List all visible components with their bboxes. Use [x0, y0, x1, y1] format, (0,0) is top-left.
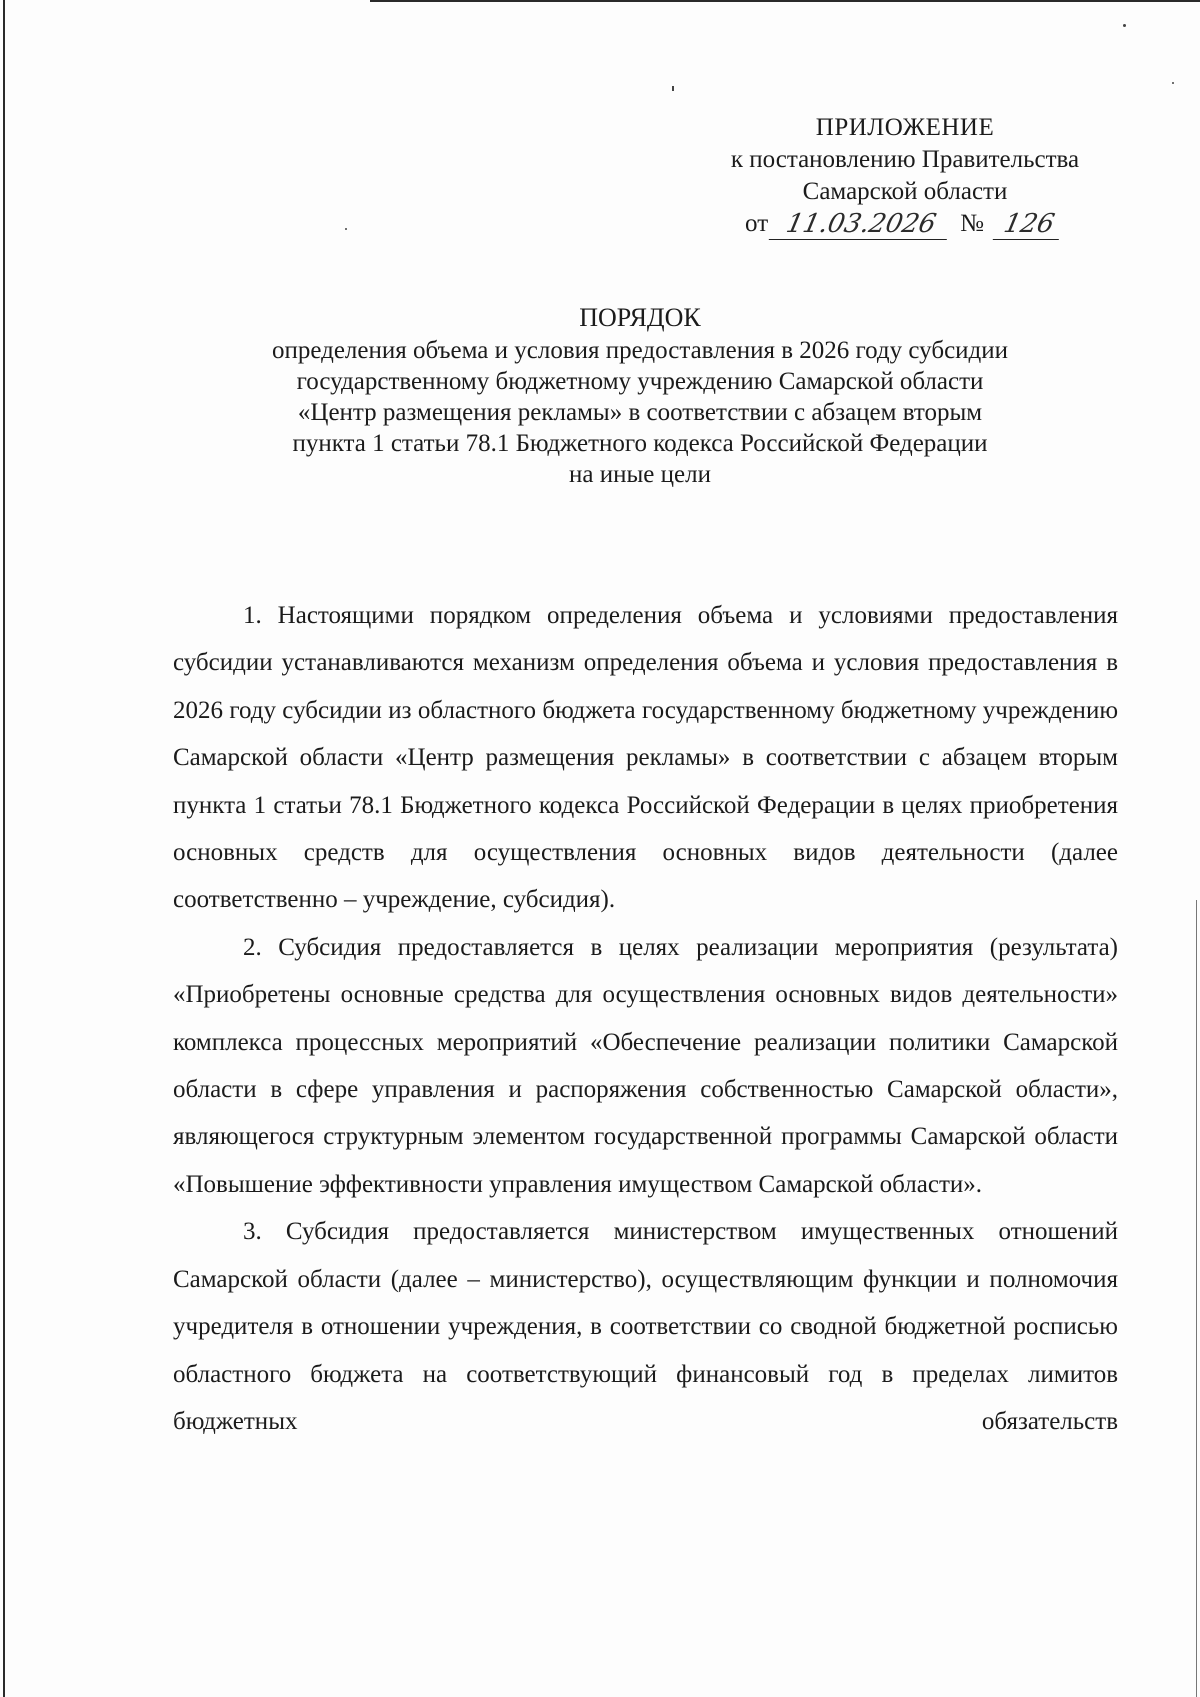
approval-block [690, 112, 1120, 240]
paragraph-1: 1. Настоящими порядком определения объема и условиями предоставления субсидии устанавливаются механизм определения объема и условия предоставления в 2026 году субсидии из областного бюджета государственному бюджетному учреждению Самарской области «Центр размещения рекламы» в соответствии с абзацем вторым пункта 1 статьи 78.1 Бюджетного кодекса Российской Федерации в целях приобретения основных средств для осуществления основных видов деятельности (далее соответственно – учреждение, субсидия). [173, 602, 1118, 914]
scan-speck [345, 228, 347, 230]
document-heading [160, 302, 1120, 490]
paragraph-3: 3. Субсидия предоставляется министерством имущественных отношений Самарской области (далее – министерство), осуществляющим функции и полномочия учредителя в отношении учреждения, в соответствии со сводной бюджетной росписью областного бюджета на соответствующий финансовый год в пределах лимитов бюджетных обязательств [173, 1218, 1118, 1435]
handwritten-date: 11.03.2026 [769, 209, 954, 240]
number-label: № [960, 210, 984, 237]
heading-line: государственному бюджетному учреждению Самарской области [296, 368, 984, 395]
scan-edge-left [3, 0, 5, 1697]
scan-edge-top [370, 0, 1200, 2]
heading-line: определения объема и условия предоставления в 2026 году субсидии [271, 337, 1009, 364]
scan-speck [1172, 82, 1174, 84]
handwritten-number: 126 [993, 209, 1066, 240]
date-label: от [745, 210, 769, 237]
heading-line: «Центр размещения рекламы» в соответствии с абзацем вторым [297, 399, 983, 426]
paragraph-2: 2. Субсидия предоставляется в целях реализации мероприятия (результата) «Приобретены основные средства для осуществления основных видов деятельности» комплекса процессных мероприятий «Обеспечение реализации политики Самарской области в сфере управления и распоряжения собственностью Самарской области», являющегося структурным элементом государственной программы Самарской области «Повышение эффективности управления имуществом Самарской области». [173, 933, 1118, 1198]
scan-edge-right [1196, 900, 1197, 1697]
approval-title: ПРИЛОЖЕНИЕ [815, 114, 995, 141]
document-body [173, 592, 1118, 1445]
approval-date-number [690, 208, 1120, 240]
heading-line: пункта 1 статьи 78.1 Бюджетного кодекса Российской Федерации [292, 430, 988, 457]
approval-line: к постановлению Правительства [730, 146, 1080, 173]
approval-line: Самарской области [802, 178, 1008, 205]
heading-title: ПОРЯДОК [579, 303, 701, 332]
heading-line: на иные цели [569, 461, 711, 488]
scan-speck [1123, 24, 1126, 27]
scan-speck [672, 86, 674, 91]
